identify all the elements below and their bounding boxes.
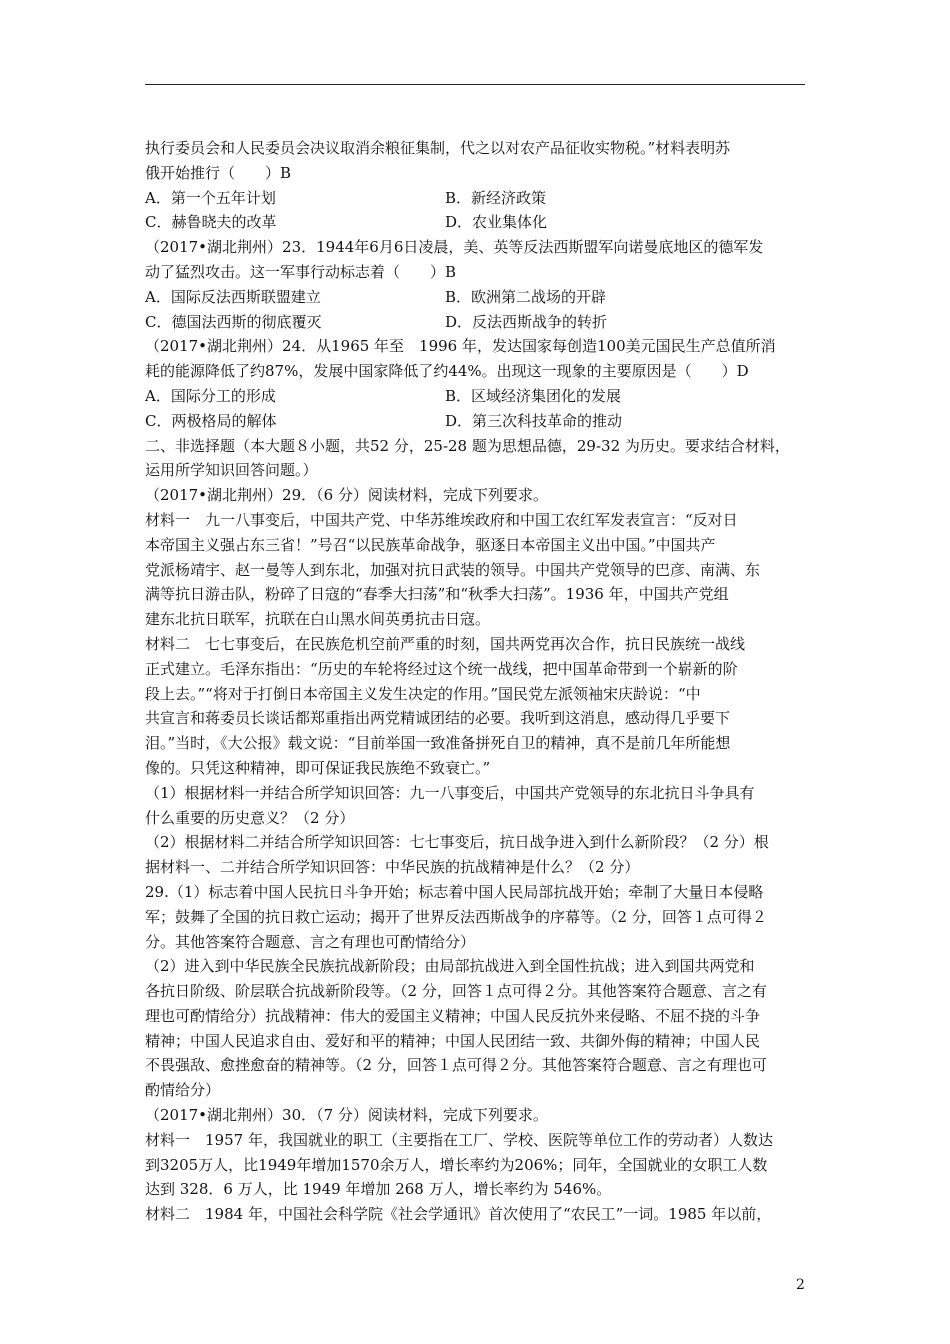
text-line: 材料一 1957 年，我国就业的职工（主要指在工厂、学校、医院等单位工作的劳动者）人数达 <box>145 1130 773 1149</box>
document-body <box>145 136 820 1227</box>
text-line: （2）进入到中华民族全民族抗战新阶段；由局部抗战进入到全国性抗战；进入到国共两党和 <box>145 957 755 976</box>
option-left: A．国际分工的形成 <box>145 386 276 405</box>
text-line: 分。其他答案符合题意、言之有理也可酌情给分） <box>145 932 476 951</box>
text-line: 什么重要的历史意义？（2 分） <box>145 808 355 827</box>
text-line: 执行委员会和人民委员会决议取消余粮征集制，代之以对农产品征收实物税。”材料表明苏 <box>145 139 731 157</box>
text-line: （2）根据材料二并结合所学知识回答：七七事变后，抗日战争进入到什么新阶段？（2 分）根 <box>145 833 769 852</box>
text-line: 军；鼓舞了全国的抗日救亡运动；揭开了世界反法西斯战争的序幕等。（2 分，回答１点可得２ <box>145 907 767 926</box>
text-line: 党派杨靖宇、赵一曼等人到东北，加强对抗日武装的领导。中国共产党领导的巴彦、南满、东 <box>145 560 761 579</box>
option-left: A．国际反法西斯联盟建立 <box>145 287 321 306</box>
text-line: 泪。”当时，《大公报》载文说：“目前举国一致准备拼死自卫的精神，真不是前几年所能想 <box>145 734 731 753</box>
text-line: 各抗日阶级、阶层联合抗战新阶段等。（2 分，回答１点可得２分。其他答案符合题意、言之有 <box>145 982 767 1001</box>
text-line: 本帝国主义强占东三省！”号召“以民族革命战争，驱逐日本帝国主义出中国。”中国共产 <box>145 535 716 554</box>
text-line: 俄开始推行（ ）B <box>145 163 292 182</box>
option-right: D．第三次科技革命的推动 <box>445 411 623 430</box>
text-line: 材料二 1984 年，中国社会科学院《社会学通讯》首次使用了“农民工”一词。1985 年以前， <box>145 1205 772 1224</box>
option-row <box>145 310 820 335</box>
text-line: 像的。只凭这种精神，即可保证我民族绝不致衰亡。” <box>145 758 491 777</box>
option-right: B．欧洲第二战场的开辟 <box>445 287 607 306</box>
text-line: 材料一 九一八事变后，中国共产党、中华苏维埃政府和中国工农红军发表宣言：“反对日 <box>145 510 738 529</box>
text-line: （2017•湖北荆州）30．（7 分）阅读材料，完成下列要求。 <box>145 1106 548 1125</box>
text-line: 段上去。”“将对于打倒日本帝国主义发生决定的作用。”国民党左派领袖宋庆龄说：“中 <box>145 684 701 703</box>
option-row <box>145 384 820 409</box>
text-line: 共宣言和蒋委员长谈话都郑重指出两党精诚团结的必要。我听到这消息，感动得几乎要下 <box>145 709 731 728</box>
option-row <box>145 409 820 434</box>
page-number: 2 <box>796 1277 805 1293</box>
option-right: B．新经济政策 <box>445 188 547 207</box>
header-rule <box>145 84 805 85</box>
text-line: 精神；中国人民追求自由、爱好和平的精神；中国人民团结一致、共御外侮的精神；中国人民 <box>145 1031 761 1050</box>
text-line: 二、非选择题（本大题８小题，共52 分，25-28 题为思想品德，29-32 为历史。要求结合材料， <box>145 436 790 455</box>
text-line: 酌情给分） <box>145 1081 221 1100</box>
text-line: 动了猛烈攻击。这一军事行动标志着（ ）B <box>145 262 457 281</box>
option-left: C．两极格局的解体 <box>145 411 277 430</box>
text-line: （2017•湖北荆州）24．从1965 年至 1996 年，发达国家每创造100美元国民生产总值所消 <box>145 337 776 356</box>
option-left: A．第一个五年计划 <box>145 188 276 207</box>
option-row <box>145 186 820 211</box>
text-line: （1）根据材料一并结合所学知识回答：九一八事变后，中国共产党领导的东北抗日斗争具有 <box>145 783 755 802</box>
option-left: C．赫鲁晓夫的改革 <box>145 213 277 232</box>
text-line: （2017•湖北荆州）23．1944年6月6日凌晨，美、英等反法西斯盟军向诺曼底地区的德军发 <box>145 238 764 257</box>
option-right: D．农业集体化 <box>445 213 548 232</box>
text-line: 29.（1）标志着中国人民抗日斗争开始；标志着中国人民局部抗战开始；牵制了大量日本侵略 <box>145 882 764 901</box>
text-line: 正式建立。毛泽东指出：“历史的车轮将经过这个统一战线，把中国革命带到一个崭新的阶 <box>145 659 738 678</box>
text-line: 达到 328．6 万人，比 1949 年增加 268 万人，增长率约为 546%。 <box>145 1180 612 1199</box>
text-line: 运用所学知识回答问题。） <box>145 461 318 480</box>
text-line: （2017•湖北荆州）29．（6 分）阅读材料，完成下列要求。 <box>145 486 548 505</box>
text-line: 建东北抗日联军，抗联在白山黑水间英勇抗击日寇。 <box>145 610 491 629</box>
option-row <box>145 210 820 235</box>
option-left: C．德国法西斯的彻底覆灭 <box>145 312 322 331</box>
text-line: 到3205万人，比1949年增加1570余万人，增长率约为206%；同年，全国就业的女职工人数 <box>145 1155 768 1174</box>
text-line: 不畏强敌、愈挫愈奋的精神等。（2 分，回答１点可得２分。其他答案符合题意、言之有理也可 <box>145 1056 767 1075</box>
text-line: 耗的能源降低了约87%，发展中国家降低了约44%。出现这一现象的主要原因是（ ）D <box>145 362 749 381</box>
option-right: D．反法西斯战争的转折 <box>445 312 608 331</box>
text-line: 满等抗日游击队，粉碎了日寇的“春季大扫荡”和“秋季大扫荡”。1936 年，中国共产党组 <box>145 585 729 604</box>
text-line: 据材料一、二并结合所学知识回答：中华民族的抗战精神是什么？（2 分） <box>145 858 640 877</box>
text-line: 理也可酌情给分）抗战精神：伟大的爱国主义精神；中国人民反抗外来侵略、不屈不挠的斗争 <box>145 1006 761 1025</box>
text-line: 材料二 七七事变后，在民族危机空前严重的时刻，国共两党再次合作，抗日民族统一战线 <box>145 634 746 653</box>
option-right: B．区域经济集团化的发展 <box>445 386 622 405</box>
option-row <box>145 285 820 310</box>
